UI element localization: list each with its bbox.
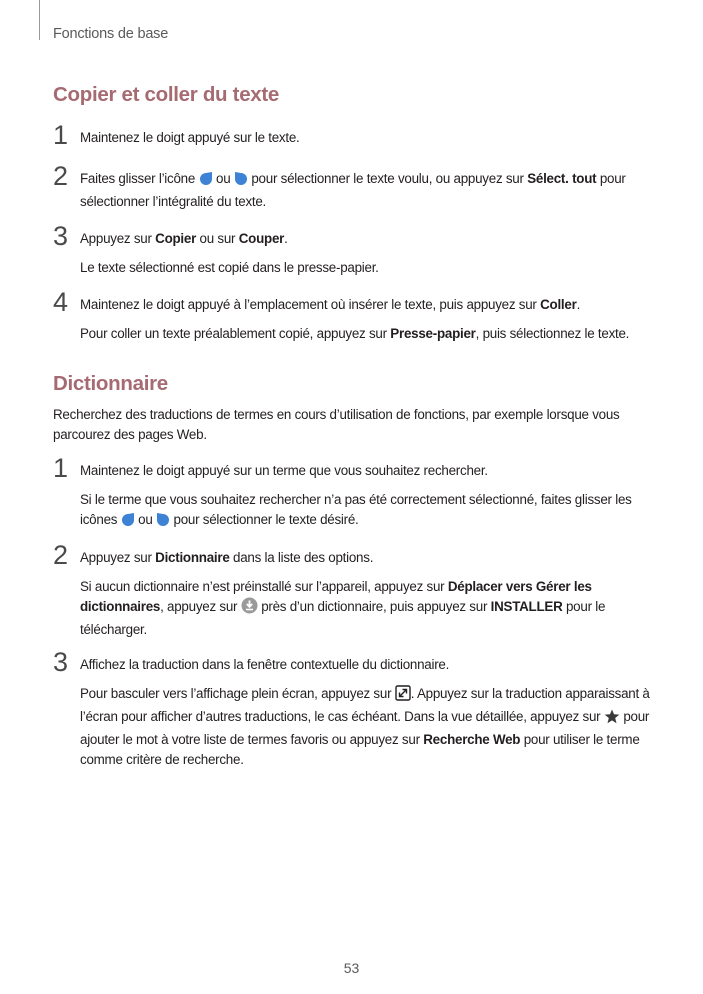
download-icon: [241, 597, 258, 620]
step-note: Pour basculer vers l’affichage plein écran, appuyez sur . Appuyez sur la traduction apparaissant à l’écran pour afficher d’autres traductions, le cas échéant. Dans la vue détaillée, appuyez sur pour ajouter le mot à votre liste de termes favoris ou appuyez sur Recherche Web pour utiliser le terme comme critère de recherche.: [80, 686, 650, 767]
step-text: Maintenez le doigt appuyé sur le texte.: [80, 130, 300, 145]
fullscreen-icon: [395, 685, 411, 707]
step-text: Maintenez le doigt appuyé à l’emplacement où insérer le texte, puis appuyez sur Coller.: [80, 297, 581, 312]
copy-step-3: [53, 221, 653, 278]
selection-handle-right-icon: [156, 512, 170, 533]
step-number: 2: [53, 540, 69, 570]
section-title-dictionary: Dictionnaire: [53, 372, 168, 395]
dict-step-2: [53, 540, 653, 640]
selection-handle-right-icon: [234, 171, 248, 192]
step-note: Si le terme que vous souhaitez rechercher n’a pas été correctement sélectionné, faites glisser les icônes ou pour sélectionner le texte désiré.: [80, 490, 653, 533]
dict-step-3: [53, 647, 653, 770]
step-text: Faites glisser l’icône ou pour sélectionner le texte voulu, ou appuyez sur Sélect. tout pour sélectionner l’intégralité du texte.: [80, 171, 626, 209]
selection-handle-left-icon: [121, 512, 135, 533]
step-text: Appuyez sur Dictionnaire dans la liste des options.: [80, 550, 374, 565]
step-number: 4: [53, 287, 69, 317]
page-number: 53: [343, 960, 360, 976]
step-note: Pour coller un texte préalablement copié, appuyez sur Presse-papier, puis sélectionnez le texte.: [80, 326, 630, 341]
step-number: 1: [53, 120, 69, 150]
copy-step-1: [53, 120, 653, 150]
step-number: 3: [53, 647, 69, 677]
step-text: Affichez la traduction dans la fenêtre contextuelle du dictionnaire.: [80, 657, 450, 672]
star-icon: [604, 709, 620, 730]
selection-handle-left-icon: [199, 171, 213, 192]
step-number: 2: [53, 161, 69, 191]
step-note: Si aucun dictionnaire n’est préinstallé sur l’appareil, appuyez sur Déplacer vers Gérer les dictionnaires, appuyez sur près d’un dictionnaire, puis appuyez sur INSTALLER pour le télécharger.: [80, 579, 606, 637]
step-note: Le texte sélectionné est copié dans le presse-papier.: [80, 260, 379, 275]
section-title-copy-paste: Copier et coller du texte: [53, 83, 280, 106]
copy-step-4: [53, 287, 653, 344]
dict-step-1: [53, 453, 653, 533]
dictionary-intro: Recherchez des traductions de termes en cours d’utilisation de fonctions, par exemple lorsque vous parcourez des pages Web.: [53, 407, 620, 442]
step-number: 3: [53, 221, 69, 251]
step-text: Maintenez le doigt appuyé sur un terme que vous souhaitez rechercher.: [80, 463, 488, 478]
copy-step-2: [53, 161, 653, 212]
step-text: Appuyez sur Copier ou sur Couper.: [80, 231, 288, 246]
running-header: Fonctions de base: [53, 26, 169, 42]
margin-rule: [39, 0, 40, 40]
step-number: 1: [53, 453, 69, 483]
